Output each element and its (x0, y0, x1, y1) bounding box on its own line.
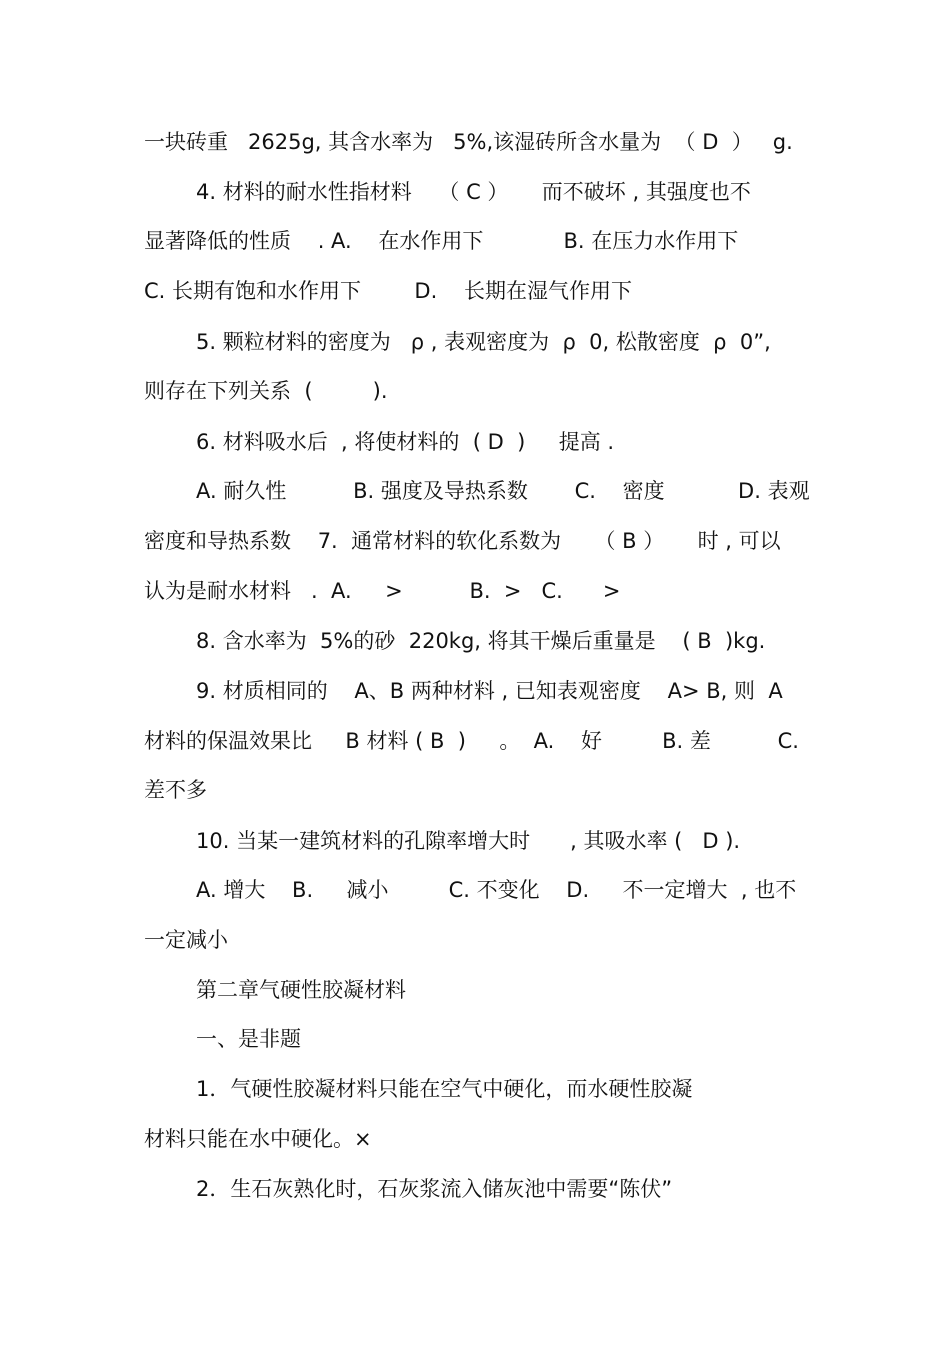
text-line-2: 4. 材料的耐水性指材料 （ C ） 而不破坏 , 其强度也不 (196, 180, 751, 204)
text-line-6: 则存在下列关系 ( ). (144, 379, 388, 403)
text-line-20: 1．气硬性胶凝材料只能在空气中硬化，而水硬性胶凝 (196, 1077, 693, 1101)
text-line-8: A. 耐久性 B. 强度及导热系数 C. 密度 D. 表观 (196, 479, 810, 503)
text-line-9: 密度和导热系数 7. 通常材料的软化系数为 （ B ） 时 , 可以 (144, 529, 781, 553)
text-line-13: 材料的保温效果比 B 材料 ( B ) 。 A. 好 B. 差 C. (144, 729, 799, 753)
text-line-14: 差不多 (144, 778, 207, 802)
text-line-4: C. 长期有饱和水作用下 D. 长期在湿气作用下 (144, 279, 632, 303)
text-line-10: 认为是耐水材料 . A. > B. > C. > (144, 579, 621, 603)
text-line-16: A. 增大 B. 减小 C. 不变化 D. 不一定增大 , 也不 (196, 878, 797, 902)
text-line-3: 显著降低的性质 . A. 在水作用下 B. 在压力水作用下 (144, 229, 739, 253)
section-heading: 一、是非题 (196, 1027, 301, 1051)
text-line-22: 2．生石灰熟化时，石灰浆流入储灰池中需要“陈伏” (196, 1177, 673, 1201)
chapter-heading: 第二章气硬性胶凝材料 (196, 978, 406, 1002)
text-line-12: 9. 材质相同的 A、B 两种材料 , 已知表观密度 A> B, 则 A (196, 679, 783, 703)
text-line-11: 8. 含水率为 5%的砂 220kg, 将其干燥后重量是 ( B )kg. (196, 629, 766, 653)
text-line-1: 一块砖重 2625g, 其含水率为 5%,该湿砖所含水量为 （ D ） g. (144, 130, 793, 154)
text-line-17: 一定减小 (144, 928, 228, 952)
text-line-15: 10. 当某一建筑材料的孔隙率增大时 , 其吸水率 ( D ). (196, 829, 741, 853)
text-line-5: 5. 颗粒材料的密度为 ρ , 表观密度为 ρ 0, 松散密度 ρ 0”, (196, 330, 771, 354)
text-line-21: 材料只能在水中硬化。× (144, 1127, 372, 1151)
text-line-7: 6. 材料吸水后 , 将使材料的 ( D ) 提高 . (196, 430, 615, 454)
